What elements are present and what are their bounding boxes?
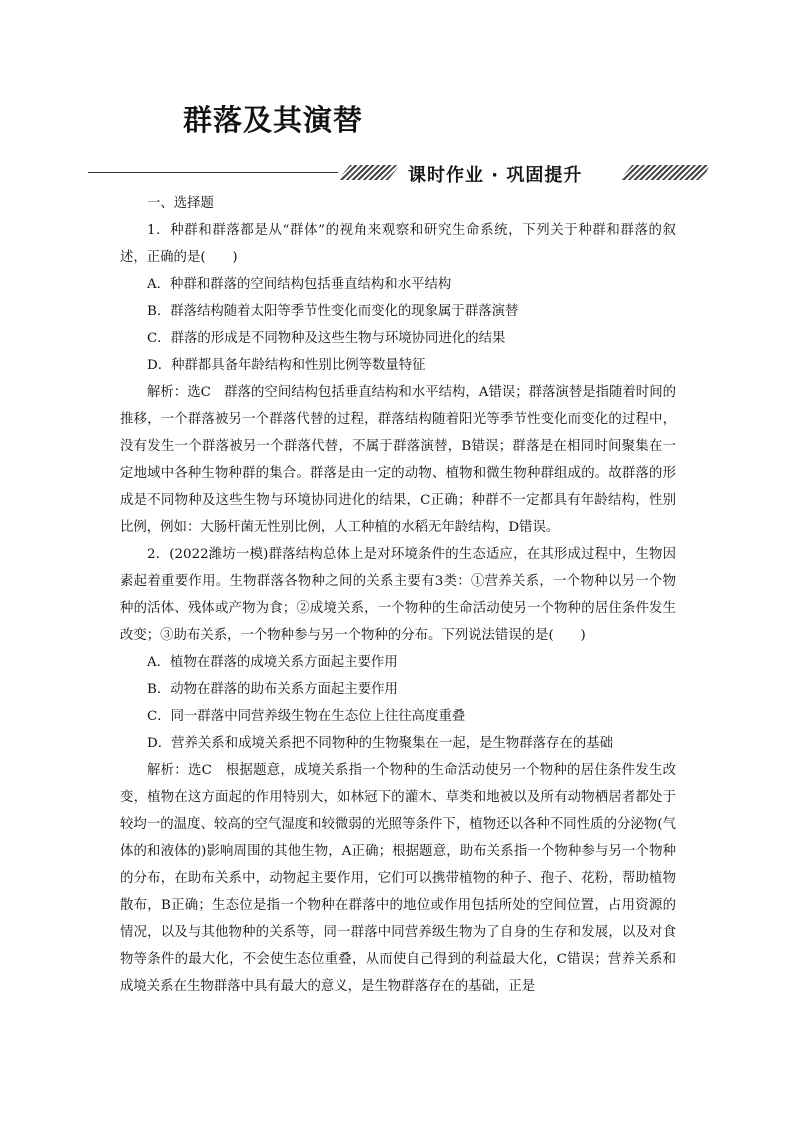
question-1-stem: 1．种群和群落都是从“群体”的视角来观察和研究生命系统，下列关于种群和群落的叙述，正确的是( ) (120, 223, 676, 265)
question-2-option-d: D．营养关系和成境关系把不同物种的生物聚集在一起，是生物群落存在的基础 (147, 736, 614, 751)
document-body (120, 190, 676, 1000)
banner-hatch-right (620, 165, 710, 180)
section-banner (88, 160, 710, 186)
question-2-option-c: C．同一群落中同营养级生物在生态位上往往高度重叠 (147, 709, 466, 724)
banner-hatch-left (338, 165, 400, 180)
banner-label: 课时作业 · 巩固提升 (408, 165, 583, 186)
question-1-option-b: B．群落结构随着太阳等季节性变化而变化的现象属于群落演替 (147, 304, 519, 319)
section-heading: 一、选择题 (147, 196, 214, 211)
question-2-option-b: B．动物在群落的助布关系方面起主要作用 (147, 682, 398, 697)
question-1-option-c: C．群落的形成是不同物种及这些生物与环境协同进化的结果 (147, 331, 506, 346)
question-1-analysis: 解析：选C 群落的空间结构包括垂直结构和水平结构，A错误；群落演替是指随着时间的推移，一个群落被另一个群落代替的过程，群落结构随着阳光等季节性变化而变化的过程中，没有发生一个群落被另一个群落代替，不属于群落演替，B错误；群落是在相同时间聚集在一定地域中各种生物种群的集合。群落是由一定的动物、植物和微生物种群组成的。故群落的形成是不同物种及这些生物与环境协同进化的结果，C正确；种群不一定都具有年龄结构，性别比例，例如：大肠杆菌无性别比例，人工种植的水稻无年龄结构，D错误。 (120, 385, 676, 535)
question-1-option-a: A．种群和群落的空间结构包括垂直结构和水平结构 (147, 277, 452, 292)
question-2-stem: 2．(2022潍坊一模)群落结构总体上是对环境条件的生态适应，在其形成过程中，生物因素起着重要作用。生物群落各物种之间的关系主要有3类：①营养关系，一个物种以另一个物种的活体、残体或产物为食；②成境关系，一个物种的生命活动使另一个物种的居住条件发生改变；③助布关系，一个物种参与另一个物种的分布。下列说法错误的是( ) (120, 547, 676, 643)
question-2-analysis: 解析：选C 根据题意，成境关系指一个物种的生命活动使另一个物种的居住条件发生改变，植物在这方面起的作用特别大，如林冠下的灌木、草类和地被以及所有动物栖居者都处于较均一的温度、较高的空气湿度和较微弱的光照等条件下，植物还以各种不同性质的分泌物(气体的和液体的)影响周围的其他生物，A正确；根据题意，助布关系指一个物种参与另一个物种的分布，在助布关系中，动物起主要作用，它们可以携带植物的种子、孢子、花粉，帮助植物散布，B正确；生态位是指一个物种在群落中的地位或作用包括所处的空间位置，占用资源的情况，以及与其他物种的关系等，同一群落中同营养级生物为了自身的生存和发展，以及对食物等条件的最大化，不会使生态位重叠，从而使自己得到的利益最大化，C错误；营养关系和成境关系在生物群落中具有最大的意义，是生物群落存在的基础，正是 (120, 763, 676, 994)
question-1-option-d: D．种群都具备年龄结构和性别比例等数量特征 (147, 358, 426, 373)
page-title: 群落及其演替 (183, 103, 364, 137)
question-2-option-a: A．植物在群落的成境关系方面起主要作用 (147, 655, 398, 670)
banner-rule (88, 172, 338, 173)
